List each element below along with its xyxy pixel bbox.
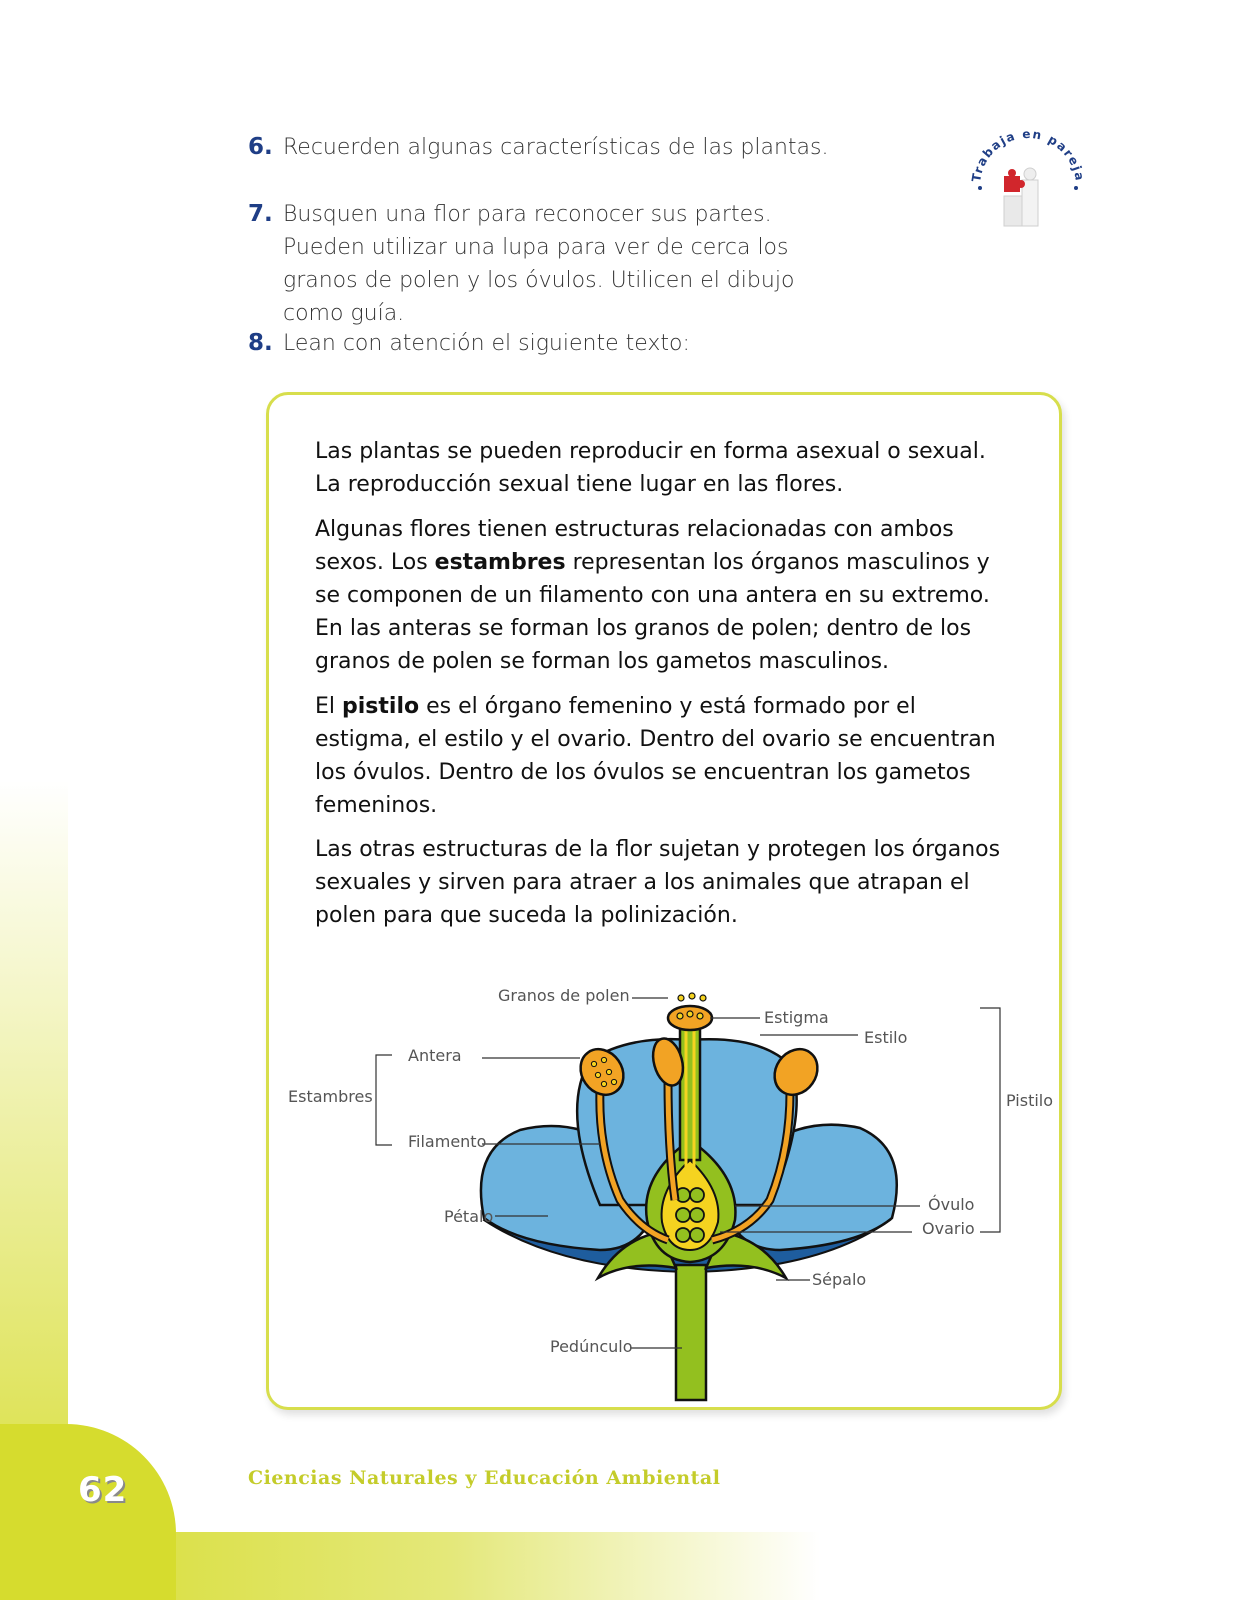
- term-estambres: estambres: [434, 550, 566, 575]
- label-pedunculo: Pedúnculo: [550, 1337, 633, 1356]
- label-petalo: Pétalo: [444, 1207, 494, 1226]
- label-sepalo: Sépalo: [812, 1270, 867, 1289]
- footer-title: Ciencias Naturales y Educación Ambiental: [248, 1467, 721, 1489]
- ovules: [676, 1188, 704, 1242]
- pollen-grains: [678, 993, 706, 1001]
- item-number: 6.: [248, 134, 273, 160]
- label-filamento: Filamento: [408, 1132, 487, 1151]
- item-number: 8.: [248, 330, 273, 356]
- stigma: [668, 1006, 712, 1030]
- label-antera: Antera: [408, 1046, 462, 1065]
- badge-text: Trabaja en pareja: [969, 128, 1087, 183]
- term-pistilo: pistilo: [342, 694, 420, 719]
- paragraph-2: Algunas flores tienen estructuras relacionadas con ambos sexos. Los estambres representan los órganos masculinos y se componen de un filamento con una antera en su extremo. En las anteras se forman los granos de polen; dentro de los granos de polen se forman los gametos masculinos.: [315, 517, 990, 674]
- item-text: Recuerden algunas características de las plantas.: [283, 135, 829, 160]
- item-text: Lean con atención el siguiente texto:: [283, 331, 690, 356]
- style: [680, 1020, 700, 1160]
- paragraph-3: El pistilo es el órgano femenino y está formado por el estigma, el estilo y el ovario. Dentro del ovario se encuentran los óvulos. Dentro de los óvulos se encuentran los gametos femeninos.: [315, 694, 996, 818]
- label-pistilo: Pistilo: [1006, 1091, 1054, 1110]
- label-granos-de-polen: Granos de polen: [498, 986, 630, 1005]
- label-ovulo: Óvulo: [928, 1195, 975, 1214]
- item-number: 7.: [248, 201, 273, 227]
- label-estambres: Estambres: [288, 1087, 373, 1106]
- page-number: 62: [78, 1470, 128, 1510]
- label-estilo: Estilo: [864, 1028, 908, 1047]
- stem: [676, 1265, 706, 1400]
- label-ovario: Ovario: [922, 1219, 975, 1238]
- item-text: Busquen una flor para reconocer sus partes. Pueden utilizar una lupa para ver de cerca los granos de polen y los óvulos. Utilicen el dibujo como guía.: [283, 202, 795, 326]
- paragraph-4: Las otras estructuras de la flor sujetan y protegen los órganos sexuales y sirven para atraer a los animales que atrapan el polen para que suceda la polinización.: [315, 837, 1001, 928]
- label-estigma: Estigma: [764, 1008, 829, 1027]
- paragraph-1: Las plantas se pueden reproducir en forma asexual o sexual. La reproducción sexual tiene lugar en las flores.: [315, 439, 986, 497]
